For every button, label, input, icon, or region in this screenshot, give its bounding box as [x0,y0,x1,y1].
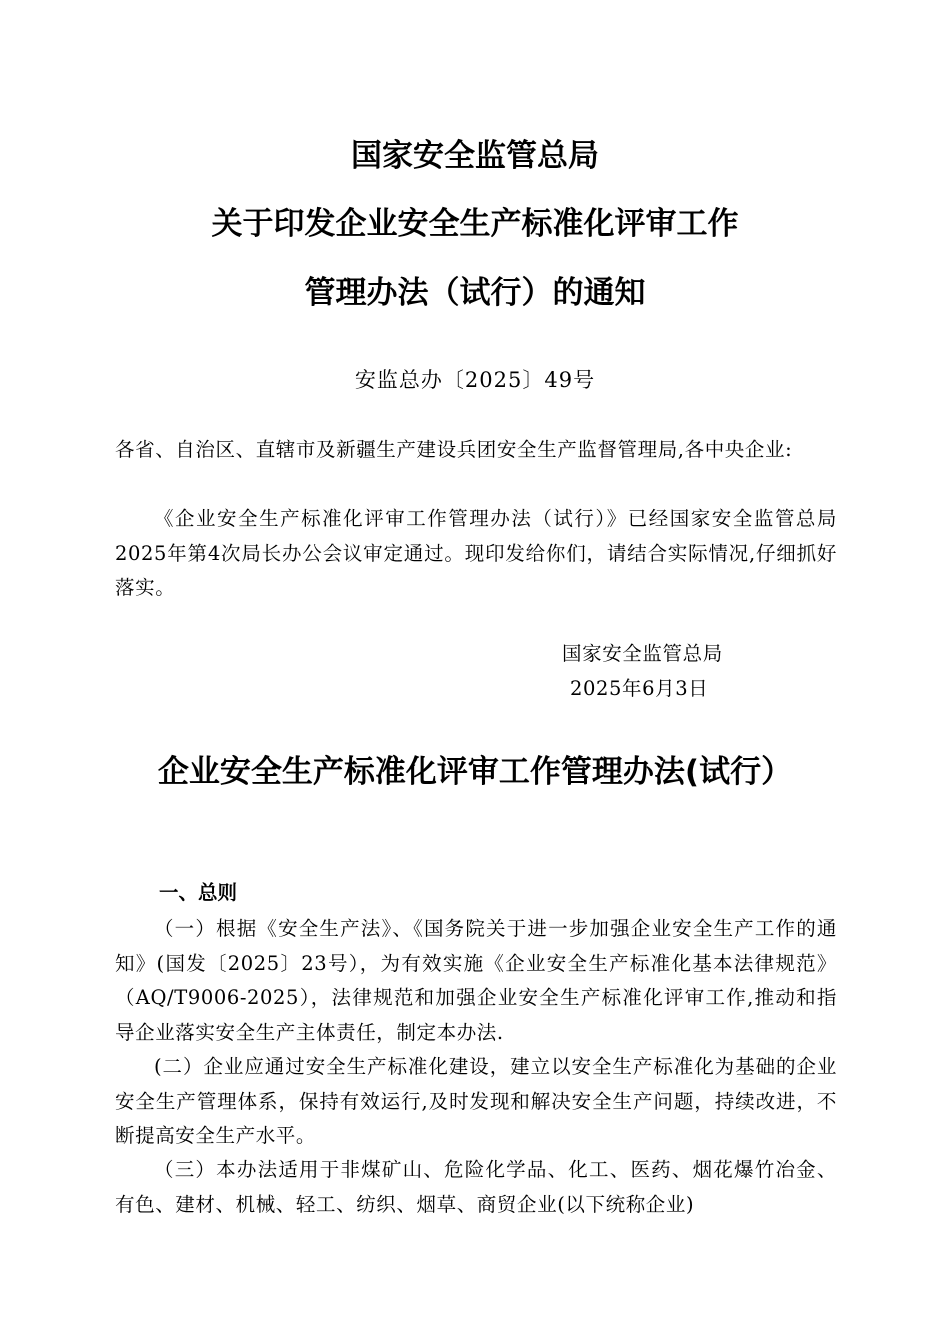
notice-body: 《企业安全生产标准化评审工作管理办法（试行）》已经国家安全监管总局2025年第4次局长办公会议审定通过。现印发给你们，请结合实际情况,仔细抓好落实。 [115,507,837,599]
regulation-title: 企业安全生产标准化评审工作管理办法(试行） [157,754,793,790]
signature-org: 国家安全监管总局 [562,642,723,665]
document-number: 安监总办〔2025〕49号 [354,368,596,392]
notice-title-line-1: 国家安全监管总局 [351,138,599,174]
clause-3: （三）本办法适用于非煤矿山、危险化学品、化工、医药、烟花爆竹冶金、有色、建材、机械、轻工、纺织、烟草、商贸企业(以下统称企业) [115,1158,837,1216]
notice-title-line-3: 管理办法（试行）的通知 [304,275,646,311]
clause-1: （一）根据《安全生产法》、《国务院关于进一步加强企业安全生产工作的通知》(国发〔2025〕23号），为有效实施《企业安全生产标准化基本法律规范》（AQ/T9006-2025），法律规范和加强企业安全生产标准化评审工作,推动和指导企业落实安全生产主体责任，制定本办法. [115,917,837,1044]
section-heading-general: 一、总则 [159,881,238,904]
notice-title-line-2: 关于印发企业安全生产标准化评审工作 [211,206,739,242]
signature-date: 2025年6月3日 [570,677,709,700]
clause-2: (二）企业应通过安全生产标准化建设，建立以安全生产标准化为基础的企业安全生产管理体系，保持有效运行,及时发现和解决安全生产问题，持续改进，不断提高安全生产水平。 [115,1055,837,1147]
addressee: 各省、自治区、直辖市及新疆生产建设兵团安全生产监督管理局,各中央企业: [115,438,793,461]
